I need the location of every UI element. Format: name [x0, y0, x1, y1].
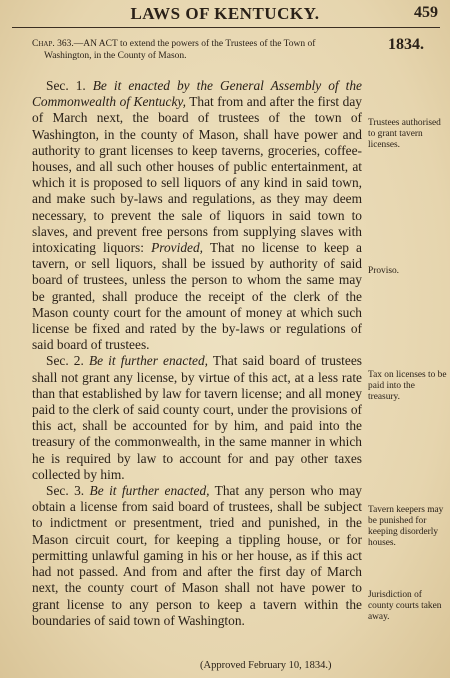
enacting-clause: Be it further enacted,: [88, 353, 209, 369]
section-label: Sec. 3.: [46, 483, 85, 499]
chapter-heading: [32, 38, 354, 62]
section-3: [32, 483, 362, 629]
section-label: Sec. 1.: [46, 78, 86, 93]
chapter-label: Chap. 363.: [32, 39, 74, 49]
running-title: LAWS OF KENTUCKY.: [130, 4, 320, 23]
margin-note-proviso: Proviso.: [368, 266, 399, 276]
chapter-title: —AN ACT to extend the powers of the Trustees of the Town of Washington, in the County of Mason.: [44, 39, 316, 61]
page-number: 459: [414, 4, 438, 21]
section-2: [32, 353, 362, 483]
margin-note-tavern-keepers: Tavern keepers may be punished for keeping disorderly houses.: [368, 505, 444, 548]
approval-date: (Approved February 10, 1834.): [200, 660, 332, 671]
section-text-continued: That no license to keep a tavern, or sell liquors, shall be issued by authority of said board of trustees, unless the person to whom the same may be granted, shall produce the receipt of the clerk of the Mason county court for the amount of money at which such license be fixed and rated by the by-laws or regulations of said board of trustees.: [32, 240, 363, 353]
header-rule: [12, 27, 440, 28]
margin-note-tax: Tax on licenses to be paid into the treasury.: [368, 370, 447, 402]
proviso-word: Provided,: [151, 240, 203, 256]
section-text: That from and after the first day of March next, the board of trustees of the town of Washington, in the county of Mason, shall have power and authority to grant licenses to keep taverns, groceries, coffee-houses, and all such other houses of public entertainment, at which it is proposed to sell liquors of any kind in said town, and make such by-laws and regulations, as they may deem necessary, to prevent the sale of liquors in said town to slaves, and prevent free persons from supplying slaves with intoxicating liquors:: [32, 94, 362, 256]
section-1: [32, 78, 362, 353]
margin-note-jurisdiction: Jurisdiction of county courts taken away.: [368, 590, 442, 622]
section-text: That said board of trustees shall not grant any license, by virtue of this act, at a less rate than that established by law for tavern license; and all money paid to the clerk of said county court, under the provisions of this act, shall be accounted for by him, and paid into the treasury of the commonwealth, in the same manner in which he is required by law to account for and pay other taxes collected by him.: [32, 353, 362, 482]
enacting-clause: Be it further enacted,: [89, 483, 210, 499]
year-marker: 1834.: [388, 36, 424, 53]
page-header: [0, 4, 450, 26]
enacting-clause: Be it enacted by the General Assembly of the Commonwealth of Kentucky,: [32, 78, 362, 110]
section-text: That any person who may obtain a license from said board of trustees, shall be subject to indictment or presentment, tried and punished, in the Mason circuit court, for keeping a tippling house, or for permitting unlawful gaming in his or her house, as if this act had not passed. And from and after the first day of March next, the county court of Mason shall not have power to grant license to any person to keep a tavern within the boundaries of said town of Washington.: [32, 483, 362, 628]
act-body: [32, 78, 362, 629]
section-label: Sec. 2.: [46, 353, 84, 369]
margin-note-trustees: Trustees authorised to grant tavern licenses.: [368, 118, 441, 150]
